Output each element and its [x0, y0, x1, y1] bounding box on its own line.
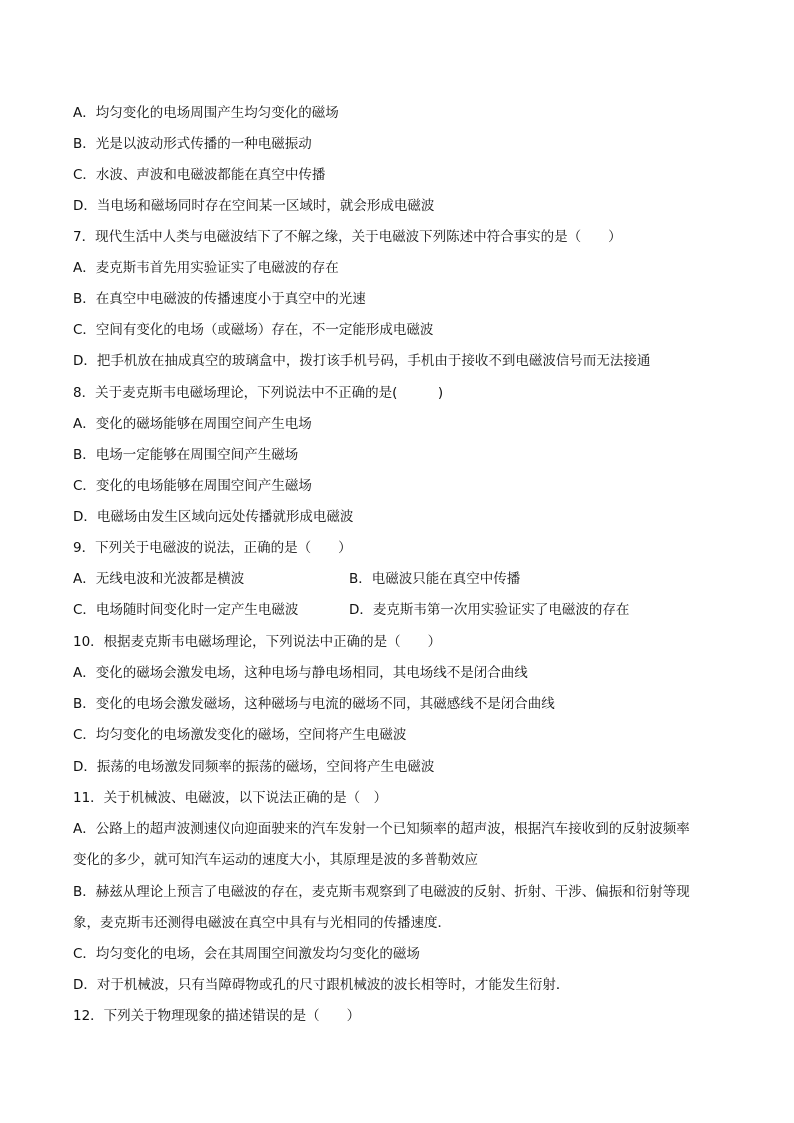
option-9d: D．麦克斯韦第一次用实验证实了电磁波的存在 — [349, 602, 630, 618]
option-6a: A．均匀变化的电场周围产生均匀变化的磁场 — [73, 105, 339, 121]
option-11b-line1: B．赫兹从理论上预言了电磁波的存在，麦克斯韦观察到了电磁波的反射、折射、干涉、偏振和衍射等现 — [73, 884, 690, 900]
option-8c: C．变化的电场能够在周围空间产生磁场 — [73, 478, 312, 494]
option-8a: A．变化的磁场能够在周围空间产生电场 — [73, 416, 312, 432]
question-9: 9．下列关于电磁波的说法，正确的是（ ） — [73, 540, 352, 556]
question-11: 11．关于机械波、电磁波，以下说法正确的是（ ） — [73, 790, 388, 806]
option-11c: C．均匀变化的电场，会在其周围空间激发均匀变化的磁场 — [73, 946, 420, 962]
option-8b: B．电场一定能够在周围空间产生磁场 — [73, 447, 299, 463]
option-9c: C．电场随时间变化时一定产生电磁波 — [73, 602, 299, 618]
option-9b: B．电磁波只能在真空中传播 — [349, 571, 521, 587]
option-6c: C．水波、声波和电磁波都能在真空中传播 — [73, 167, 326, 183]
option-6d: D．当电场和磁场同时存在空间某一区域时，就会形成电磁波 — [73, 198, 435, 214]
question-8: 8．关于麦克斯韦电磁场理论，下列说法中不正确的是( ) — [73, 385, 444, 401]
option-11a-line2: 变化的多少，就可知汽车运动的速度大小，其原理是波的多普勒效应 — [73, 852, 478, 868]
option-9a: A．无线电波和光波都是横波 — [73, 571, 245, 587]
option-7a: A．麦克斯韦首先用实验证实了电磁波的存在 — [73, 260, 339, 276]
question-10: 10．根据麦克斯韦电磁场理论，下列说法中正确的是（ ） — [73, 634, 442, 650]
option-10c: C．均匀变化的电场激发变化的磁场，空间将产生电磁波 — [73, 727, 407, 743]
option-10b: B．变化的电场会激发磁场，这种磁场与电流的磁场不同，其磁感线不是闭合曲线 — [73, 696, 555, 712]
option-10d: D．振荡的电场激发同频率的振荡的磁场，空间将产生电磁波 — [73, 759, 435, 775]
option-11a-line1: A．公路上的超声波测速仪向迎面驶来的汽车发射一个已知频率的超声波，根据汽车接收到的反射波频率 — [73, 821, 690, 837]
option-7d: D．把手机放在抽成真空的玻璃盒中，拨打该手机号码，手机由于接收不到电磁波信号而无法接通 — [73, 353, 651, 369]
option-7c: C．空间有变化的电场（或磁场）存在，不一定能形成电磁波 — [73, 322, 434, 338]
option-11d: D．对于机械波，只有当障碍物或孔的尺寸跟机械波的波长相等时，才能发生衍射． — [73, 977, 570, 993]
option-7b: B．在真空中电磁波的传播速度小于真空中的光速 — [73, 291, 366, 307]
option-10a: A．变化的磁场会激发电场，这种电场与静电场相同，其电场线不是闭合曲线 — [73, 665, 528, 681]
question-7: 7．现代生活中人类与电磁波结下了不解之缘，关于电磁波下列陈述中符合事实的是（ ） — [73, 229, 622, 245]
question-12: 12．下列关于物理现象的描述错误的是（ ） — [73, 1008, 361, 1024]
option-6b: B．光是以波动形式传播的一种电磁振动 — [73, 136, 312, 152]
option-11b-line2: 象，麦克斯韦还测得电磁波在真空中具有与光相同的传播速度． — [73, 915, 451, 931]
option-8d: D．电磁场由发生区域向远处传播就形成电磁波 — [73, 509, 354, 525]
